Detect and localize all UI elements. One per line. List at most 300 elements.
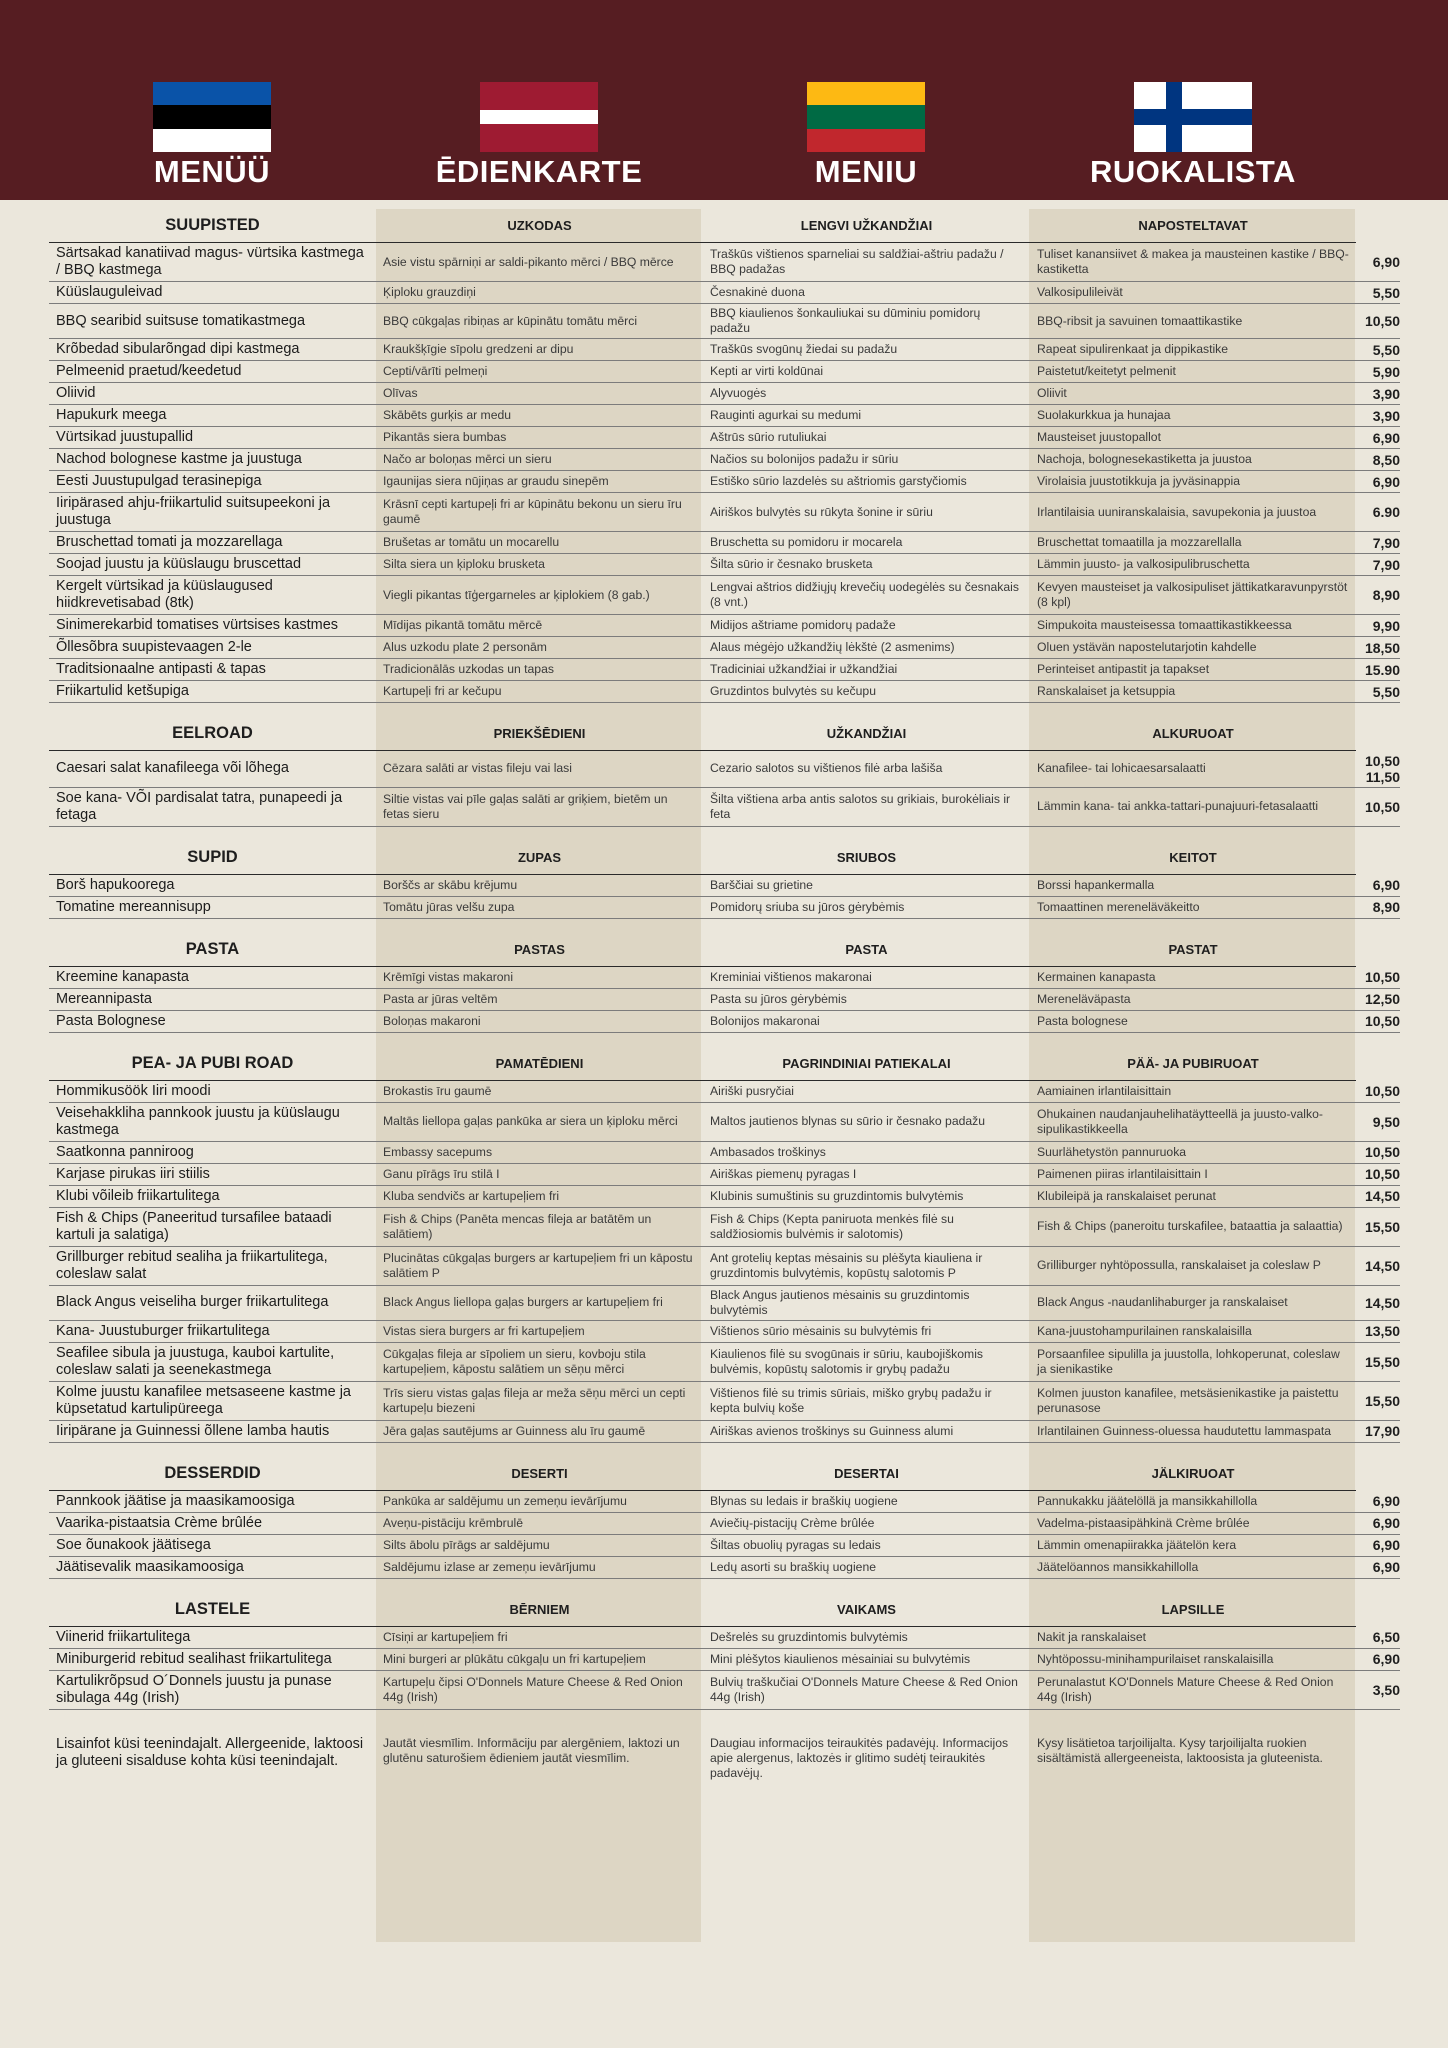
item-name-finnish: Black Angus -naudanlihaburger ja ranskalaiset [1030, 1285, 1356, 1320]
menu-item-row [49, 282, 1400, 304]
menu-item-row [49, 1320, 1400, 1342]
item-name-latvian: Pasta ar jūras veltēm [376, 988, 703, 1010]
spacer-cell [49, 1442, 376, 1457]
item-name-finnish: Paistetut/keitetyt pelmenit [1030, 361, 1356, 383]
item-name-finnish: Valkosipulileivät [1030, 282, 1356, 304]
item-price: 10,50 [1356, 1010, 1400, 1032]
item-price: 10,50 [1356, 966, 1400, 988]
item-name-finnish: Perinteiset antipastit ja tapakset [1030, 659, 1356, 681]
item-price: 6,90 [1356, 1512, 1400, 1534]
spacer-cell [1356, 1578, 1400, 1593]
item-name-finnish: Kermainen kanapasta [1030, 966, 1356, 988]
section-title-lv: UZKODAS [376, 209, 703, 243]
footer-note-finnish: Kysy lisätietoa tarjoilijalta. Kysy tarjoilijalta ruokien sisältämistä allergeeneista, laktoosista ja gluteenista. [1037, 1735, 1323, 1765]
item-price: 10,50 [1356, 787, 1400, 826]
lang-title-latvian: ĒDIENKARTE [435, 154, 643, 189]
item-name-lithuanian: Alyvuogės [703, 383, 1030, 405]
item-price: 14,50 [1356, 1246, 1400, 1285]
item-name-finnish: Irlantilainen Guinness-oluessa haudutettu lammaspata [1030, 1420, 1356, 1442]
item-name-finnish: Jäätelöannos mansikkahillolla [1030, 1556, 1356, 1578]
item-name-finnish: Fish & Chips (paneroitu turskafilee, bataattia ja salaattia) [1030, 1207, 1356, 1246]
item-name-estonian: Black Angus veiseliha burger friikartulitega [49, 1285, 376, 1320]
menu-item-row [49, 1185, 1400, 1207]
item-name-latvian: Cepti/vārīti pelmeņi [376, 361, 703, 383]
item-name-estonian: Borš hapukoorega [49, 874, 376, 896]
section-title-lt: VAIKAMS [703, 1593, 1030, 1627]
item-name-latvian: Jēra gaļas sautējums ar Guinness alu īru gaumē [376, 1420, 703, 1442]
menu-item-row [49, 532, 1400, 554]
item-name-estonian: Õllesõbra suupistevaagen 2-le [49, 637, 376, 659]
item-name-lithuanian: Klubinis sumuštinis su gruzdintomis bulvytėmis [703, 1185, 1030, 1207]
item-name-finnish: Tomaattinen mereneläväkeitto [1030, 896, 1356, 918]
item-name-lithuanian: Barščiai su grietine [703, 874, 1030, 896]
item-name-estonian: Kolme juustu kanafilee metsaseene kastme ja küpsetatud kartulipüreega [49, 1381, 376, 1420]
item-name-latvian: Alus uzkodu plate 2 personām [376, 637, 703, 659]
menu-item-row [49, 1490, 1400, 1512]
item-name-latvian: Plucinātas cūkgaļas burgers ar kartupeļiem fri un kāpostu salātiem P [376, 1246, 703, 1285]
menu-item-row [49, 1102, 1400, 1141]
item-price: 14,50 [1356, 1185, 1400, 1207]
spacer-cell [1030, 1578, 1356, 1593]
section-title-et: DESSERDID [49, 1457, 376, 1491]
footer-note-latvian: Jautāt viesmīlim. Informāciju par alergēniem, laktozi un glutēnu saturošiem ēdieniem jautāt viesmīlim. [383, 1735, 680, 1765]
section-title-lt: PAGRINDINIAI PATIEKALAI [703, 1047, 1030, 1081]
footer-row [49, 1709, 1400, 1783]
spacer-cell [49, 918, 376, 933]
menu-item-row [49, 1626, 1400, 1648]
item-name-latvian: Brušetas ar tomātu un mocarellu [376, 532, 703, 554]
item-price: 15,50 [1356, 1381, 1400, 1420]
item-name-lithuanian: Airiškas avienos troškinys su Guinness alumi [703, 1420, 1030, 1442]
item-price: 12,50 [1356, 988, 1400, 1010]
menu-item-row [49, 874, 1400, 896]
item-name-latvian: Igaunijas siera nūjiņas ar graudu sinepēm [376, 471, 703, 493]
spacer-cell [49, 826, 376, 841]
item-name-estonian: Särtsakad kanatiivad magus- vürtsika kastmega / BBQ kastmega [49, 243, 376, 282]
section-title-lt: PASTA [703, 933, 1030, 967]
menu-item-row [49, 1670, 1400, 1709]
lang-lithuanian [716, 82, 1016, 190]
item-name-finnish: Paimenen piiras irlantilaisittain I [1030, 1163, 1356, 1185]
section-spacer [49, 826, 1400, 841]
item-name-lithuanian: Midijos aštriame pomidorų padaže [703, 615, 1030, 637]
menu-body [49, 209, 1400, 1783]
item-name-lithuanian: Fish & Chips (Kepta paniruota menkės filė su saldžiosiomis bulvėmis ir salotomis) [703, 1207, 1030, 1246]
item-name-estonian: Grillburger rebitud sealiha ja friikartulitega, coleslaw salat [49, 1246, 376, 1285]
menu-item-row [49, 1163, 1400, 1185]
section-title-lv: PAMATĒDIENI [376, 1047, 703, 1081]
item-price: 6,90 [1356, 1648, 1400, 1670]
item-name-lithuanian: Maltos jautienos blynas su sūrio ir česnako padažu [703, 1102, 1030, 1141]
item-name-latvian: Ķiploku grauzdiņi [376, 282, 703, 304]
item-name-latvian: Asie vistu spārniņi ar saldi-pikanto mērci / BBQ mērce [376, 243, 703, 282]
item-name-finnish: Lämmin omenapiirakka jäätelön kera [1030, 1534, 1356, 1556]
spacer-cell [376, 918, 703, 933]
item-name-lithuanian: Gruzdintos bulvytės su kečupu [703, 681, 1030, 703]
section-title-lt: SRIUBOS [703, 841, 1030, 875]
section-title-fi: LAPSILLE [1030, 1593, 1356, 1627]
item-name-estonian: Vürtsikad juustupallid [49, 427, 376, 449]
menu-item-row [49, 615, 1400, 637]
item-name-estonian: Pannkook jäätise ja maasikamoosiga [49, 1490, 376, 1512]
spacer-cell [376, 703, 703, 718]
section-spacer [49, 1578, 1400, 1593]
item-name-estonian: Bruschettad tomati ja mozzarellaga [49, 532, 376, 554]
item-name-estonian: Mereannipasta [49, 988, 376, 1010]
item-name-lithuanian: Tradiciniai užkandžiai ir užkandžiai [703, 659, 1030, 681]
item-name-finnish: Aamiainen irlantilaisittain [1030, 1080, 1356, 1102]
item-name-estonian: Tomatine mereannisupp [49, 896, 376, 918]
menu-item-row [49, 339, 1400, 361]
item-name-finnish: Mausteiset juustopallot [1030, 427, 1356, 449]
item-price: 5,50 [1356, 339, 1400, 361]
item-name-lithuanian: Bulvių traškučiai O'Donnels Mature Cheese & Red Onion 44g (Irish) [703, 1670, 1030, 1709]
menu-item-row [49, 1556, 1400, 1578]
item-name-estonian: Pasta Bolognese [49, 1010, 376, 1032]
section-spacer [49, 703, 1400, 718]
item-name-estonian: Friikartulid ketšupiga [49, 681, 376, 703]
item-price: 18,50 [1356, 637, 1400, 659]
menu-item-row [49, 1342, 1400, 1381]
item-price: 6,90 [1356, 1490, 1400, 1512]
section-title-fi: JÄLKIRUOAT [1030, 1457, 1356, 1491]
item-name-latvian: Skābēts gurķis ar medu [376, 405, 703, 427]
item-name-lithuanian: Estiško sūrio lazdelės su aštriomis garstyčiomis [703, 471, 1030, 493]
item-name-estonian: Soe õunakook jäätisega [49, 1534, 376, 1556]
item-price: 3,50 [1356, 1670, 1400, 1709]
estonian-flag-icon [153, 82, 271, 152]
spacer-cell [376, 1442, 703, 1457]
item-name-estonian: Iiripärane ja Guinnessi õllene lamba hautis [49, 1420, 376, 1442]
menu-item-row [49, 243, 1400, 282]
menu-item-row [49, 896, 1400, 918]
section-title-lv: PRIEKŠĒDIENI [376, 717, 703, 751]
item-name-finnish: Pasta bolognese [1030, 1010, 1356, 1032]
lang-title-estonian: MENÜÜ [153, 154, 271, 189]
section-header-row [49, 841, 1400, 875]
item-price: 5,90 [1356, 361, 1400, 383]
spacer-cell [703, 703, 1030, 718]
menu-item-row [49, 1141, 1400, 1163]
item-name-latvian: Krēmīgi vistas makaroni [376, 966, 703, 988]
footer-price-spacer [1356, 1709, 1400, 1783]
menu-item-row [49, 1285, 1400, 1320]
item-price: 15,50 [1356, 1342, 1400, 1381]
item-name-estonian: Jäätisevalik maasikamoosiga [49, 1556, 376, 1578]
menu-item-row [49, 493, 1400, 532]
item-price: 10,50 [1356, 304, 1400, 339]
item-name-latvian: Tradicionālās uzkodas un tapas [376, 659, 703, 681]
item-name-lithuanian: Pasta su jūros gėrybėmis [703, 988, 1030, 1010]
item-name-latvian: Cēzara salāti ar vistas fileju vai lasi [376, 751, 703, 788]
item-name-estonian: Kartulikrõpsud O´Donnels juustu ja punase sibulaga 44g (Irish) [49, 1670, 376, 1709]
item-name-latvian: Trīs sieru vistas gaļas fileja ar meža sēņu mērci un cepti kartupeļu biezeni [376, 1381, 703, 1420]
menu-item-row [49, 576, 1400, 615]
item-name-lithuanian: Načios su bolonijos padažu ir sūriu [703, 449, 1030, 471]
item-price: 9,50 [1356, 1102, 1400, 1141]
section-header-price-spacer [1356, 1047, 1400, 1081]
item-price: 6,90 [1356, 243, 1400, 282]
item-name-lithuanian: Aštrūs sūrio rutuliukai [703, 427, 1030, 449]
item-name-finnish: Kolmen juuston kanafilee, metsäsienikastike ja paistettu perunasose [1030, 1381, 1356, 1420]
item-name-finnish: Oliivit [1030, 383, 1356, 405]
item-price: 10,50 11,50 [1356, 751, 1400, 788]
section-title-et: EELROAD [49, 717, 376, 751]
section-header-row [49, 1457, 1400, 1491]
menu-item-row [49, 659, 1400, 681]
spacer-cell [1030, 826, 1356, 841]
lang-estonian [62, 82, 362, 190]
item-name-finnish: Kana-juustohampurilainen ranskalaisilla [1030, 1320, 1356, 1342]
spacer-cell [1030, 1442, 1356, 1457]
item-name-latvian: Kartupeļi fri ar kečupu [376, 681, 703, 703]
item-name-lithuanian: Mini plėšytos kiaulienos mėsainiai su bulvytėmis [703, 1648, 1030, 1670]
section-title-fi: ALKURUOAT [1030, 717, 1356, 751]
item-name-finnish: Porsaanfilee sipulilla ja juustolla, lohkoperunat, coleslaw ja sienikastike [1030, 1342, 1356, 1381]
section-header-price-spacer [1356, 1593, 1400, 1627]
item-name-estonian: Seafilee sibula ja juustuga, kauboi kartulite, coleslaw salati ja seenekastmega [49, 1342, 376, 1381]
item-name-lithuanian: Bruschetta su pomidoru ir mocarela [703, 532, 1030, 554]
item-name-estonian: Iiripärased ahju-friikartulid suitsupeekoni ja juustuga [49, 493, 376, 532]
item-name-finnish: Ranskalaiset ja ketsuppia [1030, 681, 1356, 703]
item-name-finnish: Oluen ystävän napostelutarjotin kahdelle [1030, 637, 1356, 659]
item-name-lithuanian: Šiltas obuolių pyragas su ledais [703, 1534, 1030, 1556]
item-price: 6,90 [1356, 1556, 1400, 1578]
item-name-latvian: Načo ar boloņas mērci un sieru [376, 449, 703, 471]
item-name-estonian: Soojad juustu ja küüslaugu bruscettad [49, 554, 376, 576]
item-name-estonian: Fish & Chips (Paneeritud tursafilee bataadi kartuli ja salatiga) [49, 1207, 376, 1246]
item-name-latvian: Pankūka ar saldējumu un zemeņu ievārījumu [376, 1490, 703, 1512]
section-title-fi: PÄÄ- JA PUBIRUOAT [1030, 1047, 1356, 1081]
section-title-et: PASTA [49, 933, 376, 967]
menu-item-row [49, 1080, 1400, 1102]
item-name-finnish: Grilliburger nyhtöpossulla, ranskalaiset ja coleslaw P [1030, 1246, 1356, 1285]
section-header-price-spacer [1356, 1457, 1400, 1491]
item-name-latvian: Kluba sendvičs ar kartupeļiem fri [376, 1185, 703, 1207]
item-name-latvian: Boloņas makaroni [376, 1010, 703, 1032]
item-name-lithuanian: Šilta vištiena arba antis salotos su grikiais, burokėliais ir feta [703, 787, 1030, 826]
item-name-estonian: Karjase pirukas iiri stiilis [49, 1163, 376, 1185]
item-name-estonian: Küüslauguleivad [49, 282, 376, 304]
spacer-cell [376, 826, 703, 841]
item-name-lithuanian: Aviečių-pistacijų Crème brûlée [703, 1512, 1030, 1534]
latvian-flag-icon [480, 82, 598, 152]
item-name-finnish: Nakit ja ranskalaiset [1030, 1626, 1356, 1648]
item-name-finnish: Ohukainen naudanjauhelihatäytteellä ja juusto-valko-sipulikastikkeella [1030, 1102, 1356, 1141]
item-name-estonian: Viinerid friikartulitega [49, 1626, 376, 1648]
spacer-cell [1356, 826, 1400, 841]
item-name-lithuanian: Kepti ar virti koldūnai [703, 361, 1030, 383]
section-title-lt: LENGVI UŽKANDŽIAI [703, 209, 1030, 243]
section-header-price-spacer [1356, 933, 1400, 967]
item-name-finnish: BBQ-ribsit ja savuinen tomaattikastike [1030, 304, 1356, 339]
spacer-cell [1030, 918, 1356, 933]
section-title-lv: DESERTI [376, 1457, 703, 1491]
item-name-lithuanian: Black Angus jautienos mėsainis su gruzdintomis bulvytėmis [703, 1285, 1030, 1320]
item-price: 10,50 [1356, 1080, 1400, 1102]
item-name-finnish: Tuliset kanansiivet & makea ja mausteinen kastike / BBQ-kastiketta [1030, 243, 1356, 282]
item-name-finnish: Kanafilee- tai lohicaesarsalaatti [1030, 751, 1356, 788]
item-price: 6.90 [1356, 493, 1400, 532]
menu-item-row [49, 471, 1400, 493]
menu-item-row [49, 383, 1400, 405]
item-price: 7,90 [1356, 554, 1400, 576]
section-title-fi: KEITOT [1030, 841, 1356, 875]
item-name-estonian: Oliivid [49, 383, 376, 405]
item-name-latvian: Mini burgeri ar plūkātu cūkgaļu un fri kartupeļiem [376, 1648, 703, 1670]
menu-item-row [49, 751, 1400, 788]
item-name-lithuanian: Lengvai aštrios didžiųjų krevečių uodegėlės su česnakais (8 vnt.) [703, 576, 1030, 615]
item-price: 8,90 [1356, 896, 1400, 918]
item-name-finnish: Klubileipä ja ranskalaiset perunat [1030, 1185, 1356, 1207]
item-name-estonian: Hommikusöök Iiri moodi [49, 1080, 376, 1102]
footer-note-estonian: Lisainfot küsi teenindajalt. Allergeenide, laktoosi ja gluteeni sisalduse kohta küsi teenindajalt. [56, 1735, 364, 1769]
item-price: 10,50 [1356, 1141, 1400, 1163]
item-name-latvian: Silta siera un ķiploku brusketa [376, 554, 703, 576]
item-name-estonian: Hapukurk meega [49, 405, 376, 427]
item-name-finnish: Mereneläväpasta [1030, 988, 1356, 1010]
item-name-lithuanian: Cezario salotos su vištienos filė arba lašiša [703, 751, 1030, 788]
menu-item-row [49, 1534, 1400, 1556]
item-name-estonian: Miniburgerid rebitud sealihast friikartulitega [49, 1648, 376, 1670]
menu-item-row [49, 1010, 1400, 1032]
item-name-latvian: Maltās liellopa gaļas pankūka ar siera un ķiploku mērci [376, 1102, 703, 1141]
item-name-estonian: Nachod bolognese kastme ja juustuga [49, 449, 376, 471]
item-name-estonian: Kergelt vürtsikad ja küüslaugused hiidkrevetisabad (8tk) [49, 576, 376, 615]
item-name-lithuanian: Ant grotelių keptas mėsainis su plėšyta kiauliena ir gruzdintomis bulvytėmis, kopūstų salotomis P [703, 1246, 1030, 1285]
item-price: 3,90 [1356, 405, 1400, 427]
item-name-estonian: Soe kana- VÕI pardisalat tatra, punapeedi ja fetaga [49, 787, 376, 826]
item-name-estonian: Pelmeenid praetud/keedetud [49, 361, 376, 383]
item-price: 6,90 [1356, 471, 1400, 493]
section-title-et: PEA- JA PUBI ROAD [49, 1047, 376, 1081]
spacer-cell [49, 1578, 376, 1593]
menu-table [49, 209, 1400, 1783]
item-name-finnish: Nachoja, bolognesekastiketta ja juustoa [1030, 449, 1356, 471]
menu-item-row [49, 1648, 1400, 1670]
spacer-cell [1030, 703, 1356, 718]
item-name-latvian: Vistas siera burgers ar fri kartupeļiem [376, 1320, 703, 1342]
menu-item-row [49, 405, 1400, 427]
item-price: 8,50 [1356, 449, 1400, 471]
section-header-price-spacer [1356, 841, 1400, 875]
item-name-estonian: Caesari salat kanafileega või lõhega [49, 751, 376, 788]
section-title-fi: NAPOSTELTAVAT [1030, 209, 1356, 243]
section-header-row [49, 1047, 1400, 1081]
item-name-lithuanian: Traškūs svogūnų žiedai su padažu [703, 339, 1030, 361]
item-price: 8,90 [1356, 576, 1400, 615]
section-title-et: SUPID [49, 841, 376, 875]
section-title-lt: DESERTAI [703, 1457, 1030, 1491]
item-name-finnish: Bruschettat tomaatilla ja mozzarellalla [1030, 532, 1356, 554]
item-name-finnish: Borssi hapankermalla [1030, 874, 1356, 896]
item-name-latvian: Brokastis īru gaumē [376, 1080, 703, 1102]
item-name-finnish: Pannukakku jäätelöllä ja mansikkahillolla [1030, 1490, 1356, 1512]
item-name-lithuanian: Česnakinė duona [703, 282, 1030, 304]
section-spacer [49, 1442, 1400, 1457]
item-name-lithuanian: Rauginti agurkai su medumi [703, 405, 1030, 427]
item-price: 5,50 [1356, 282, 1400, 304]
section-title-lv: BĒRNIEM [376, 1593, 703, 1627]
item-name-estonian: BBQ searibid suitsuse tomatikastmega [49, 304, 376, 339]
item-name-latvian: Aveņu-pistāciju krēmbrulē [376, 1512, 703, 1534]
item-name-latvian: Saldējumu izlase ar zemeņu ievārījumu [376, 1556, 703, 1578]
item-price: 14,50 [1356, 1285, 1400, 1320]
spacer-cell [49, 703, 376, 718]
item-name-lithuanian: Bolonijos makaronai [703, 1010, 1030, 1032]
section-title-et: SUUPISTED [49, 209, 376, 243]
item-name-lithuanian: Traškūs vištienos sparneliai su saldžiai-aštriu padažu / BBQ padažas [703, 243, 1030, 282]
item-name-latvian: Black Angus liellopa gaļas burgers ar kartupeļiem fri [376, 1285, 703, 1320]
item-price: 17,90 [1356, 1420, 1400, 1442]
item-name-latvian: Mīdijas pikantā tomātu mērcē [376, 615, 703, 637]
item-name-estonian: Kana- Juustuburger friikartulitega [49, 1320, 376, 1342]
lang-title-lithuanian: MENIU [814, 154, 918, 189]
item-price: 15,50 [1356, 1207, 1400, 1246]
section-header-price-spacer [1356, 717, 1400, 751]
item-name-lithuanian: Blynas su ledais ir braškių uogiene [703, 1490, 1030, 1512]
item-name-latvian: Kraukšķīgie sīpolu gredzeni ar dipu [376, 339, 703, 361]
menu-item-row [49, 1207, 1400, 1246]
item-name-latvian: Krāsnī cepti kartupeļi fri ar kūpinātu bekonu un sieru īru gaumē [376, 493, 703, 532]
item-name-lithuanian: Airiški pusryčiai [703, 1080, 1030, 1102]
item-name-finnish: Vadelma-pistaasipähkinä Crème brûlée [1030, 1512, 1356, 1534]
item-name-latvian: Embassy sacepums [376, 1141, 703, 1163]
lang-latvian [389, 82, 689, 190]
item-price: 9,90 [1356, 615, 1400, 637]
item-price: 6,50 [1356, 1626, 1400, 1648]
lithuanian-flag-icon [807, 82, 925, 152]
spacer-cell [703, 1032, 1030, 1047]
item-name-latvian: Cūkgaļas fileja ar sīpoliem un sieru, kovboju stila kartupeļiem, kāpostu salātiem un sēņu mērci [376, 1342, 703, 1381]
item-name-estonian: Vaarika-pistaatsia Crème brûlée [49, 1512, 376, 1534]
menu-item-row [49, 449, 1400, 471]
spacer-cell [49, 1032, 376, 1047]
item-price: 15.90 [1356, 659, 1400, 681]
item-name-latvian: Silts ābolu pīrāgs ar saldējumu [376, 1534, 703, 1556]
section-header-row [49, 717, 1400, 751]
item-name-finnish: Kevyen mausteiset ja valkosipuliset jättikatkaravunpyrstöt (8 kpl) [1030, 576, 1356, 615]
item-price: 6,90 [1356, 1534, 1400, 1556]
menu-item-row [49, 554, 1400, 576]
section-header-price-spacer [1356, 209, 1400, 243]
item-name-lithuanian: Ledų asorti su braškių uogiene [703, 1556, 1030, 1578]
menu-item-row [49, 1381, 1400, 1420]
item-name-latvian: Viegli pikantas tīģergarneles ar ķiplokiem (8 gab.) [376, 576, 703, 615]
finnish-flag-icon [1134, 82, 1252, 152]
item-name-finnish: Suurlähetystön pannuruoka [1030, 1141, 1356, 1163]
item-name-lithuanian: Pomidorų sriuba su jūros gėrybėmis [703, 896, 1030, 918]
item-price: 13,50 [1356, 1320, 1400, 1342]
item-name-lithuanian: Alaus mėgėjo užkandžių lėkštė (2 asmenims) [703, 637, 1030, 659]
item-name-latvian: Cīsiņi ar kartupeļiem fri [376, 1626, 703, 1648]
item-name-lithuanian: Vištienos sūrio mėsainis su bulvytėmis fri [703, 1320, 1030, 1342]
item-name-estonian: Saatkonna panniroog [49, 1141, 376, 1163]
menu-item-row [49, 361, 1400, 383]
spacer-cell [376, 1032, 703, 1047]
section-title-et: LASTELE [49, 1593, 376, 1627]
item-name-finnish: Simpukoita mausteisessa tomaattikastikkeessa [1030, 615, 1356, 637]
footer-note-lithuanian: Daugiau informacijos teiraukitės padavėjų. Informacijos apie alergenus, laktozės ir glitimo sudėtį teiraukitės padavėjų. [710, 1735, 1009, 1780]
item-name-lithuanian: BBQ kiaulienos šonkauliukai su dūminiu pomidorų padažu [703, 304, 1030, 339]
section-header-row [49, 209, 1400, 243]
item-name-finnish: Lämmin juusto- ja valkosipulibruschetta [1030, 554, 1356, 576]
item-name-finnish: Nyhtöpossu-minihampurilaiset ranskalaisilla [1030, 1648, 1356, 1670]
section-title-fi: PASTAT [1030, 933, 1356, 967]
item-name-latvian: Ganu pīrāgs īru stilā I [376, 1163, 703, 1185]
item-name-lithuanian: Vištienos filė su trimis sūriais, miško grybų padažu ir kepta bulvių koše [703, 1381, 1030, 1420]
item-name-estonian: Traditsionaalne antipasti & tapas [49, 659, 376, 681]
